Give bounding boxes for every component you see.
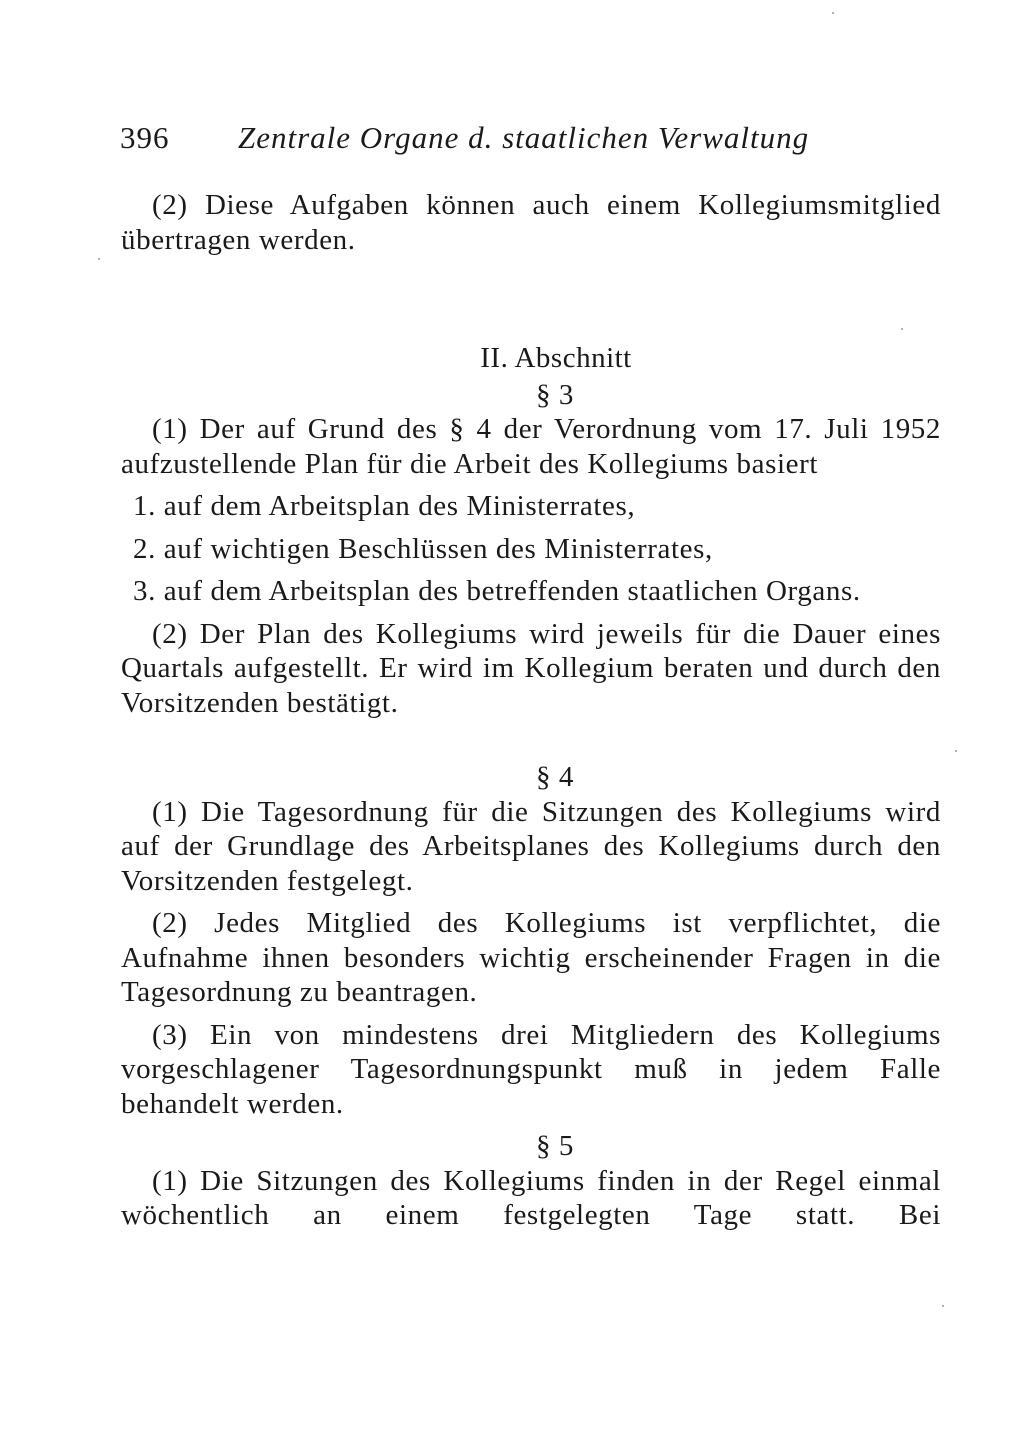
scan-speck [955,750,957,752]
paragraph-sign-3: § 3 [535,378,575,411]
paragraph-4-clause-2: (2) Jedes Mitglied des Kollegiums ist verpflichtet, die Aufnahme ihnen besonders wichtig erscheinender Fragen in die Tagesordnung zu beantragen. [121,907,941,1008]
paragraph-3-clause-2: (2) Der Plan des Kollegiums wird jeweils für die Dauer eines Quartals aufgestellt. Er wird im Kollegium beraten und durch den Vorsitzenden bestätigt. [121,617,941,719]
enumeration-list [121,489,941,609]
page-body [121,188,941,1241]
intro-paragraph: (2) Diese Aufgaben können auch einem Kollegiumsmitglied übertragen werden. [121,189,941,256]
list-item: 3. auf dem Arbeitsplan des betreffenden staatlichen Organs. [133,575,861,607]
paragraph-sign-4: § 4 [535,761,575,793]
paragraph-4-clause-3: (3) Ein von mindestens drei Mitgliedern des Kollegiums vorgeschlagener Tagesordnungspunkt muß in jedem Falle behandelt werden. [121,1018,941,1120]
list-item: 2. auf wichtigen Beschlüssen des Ministerrates, [133,532,713,565]
scan-speck [942,1305,944,1307]
page-header [120,118,840,158]
scan-speck [901,328,903,330]
running-title: Zentrale Organe d. staatlichen Verwaltung [238,120,810,155]
scan-speck [98,258,100,260]
paragraph-4-clause-1: (1) Die Tagesordnung für die Sitzungen des Kollegiums wird auf der Grundlage des Arbeitsplanes des Kollegiums durch den Vorsitzenden festgelegt. [121,795,941,897]
scan-speck [832,12,834,14]
paragraph-3-clause-1: (1) Der auf Grund des § 4 der Verordnung vom 17. Juli 1952 aufzustellende Plan für die Arbeit des Kollegiums basiert [121,413,941,480]
section-heading: II. Abschnitt [480,342,632,374]
list-item: 1. auf dem Arbeitsplan des Ministerrates, [133,490,636,522]
page-number: 396 [120,120,170,155]
paragraph-5-clause-1: (1) Die Sitzungen des Kollegiums finden in der Regel einmal wöchentlich an einem festgelegten Tage statt. Bei [121,1164,941,1231]
paragraph-sign-5: § 5 [535,1130,575,1162]
